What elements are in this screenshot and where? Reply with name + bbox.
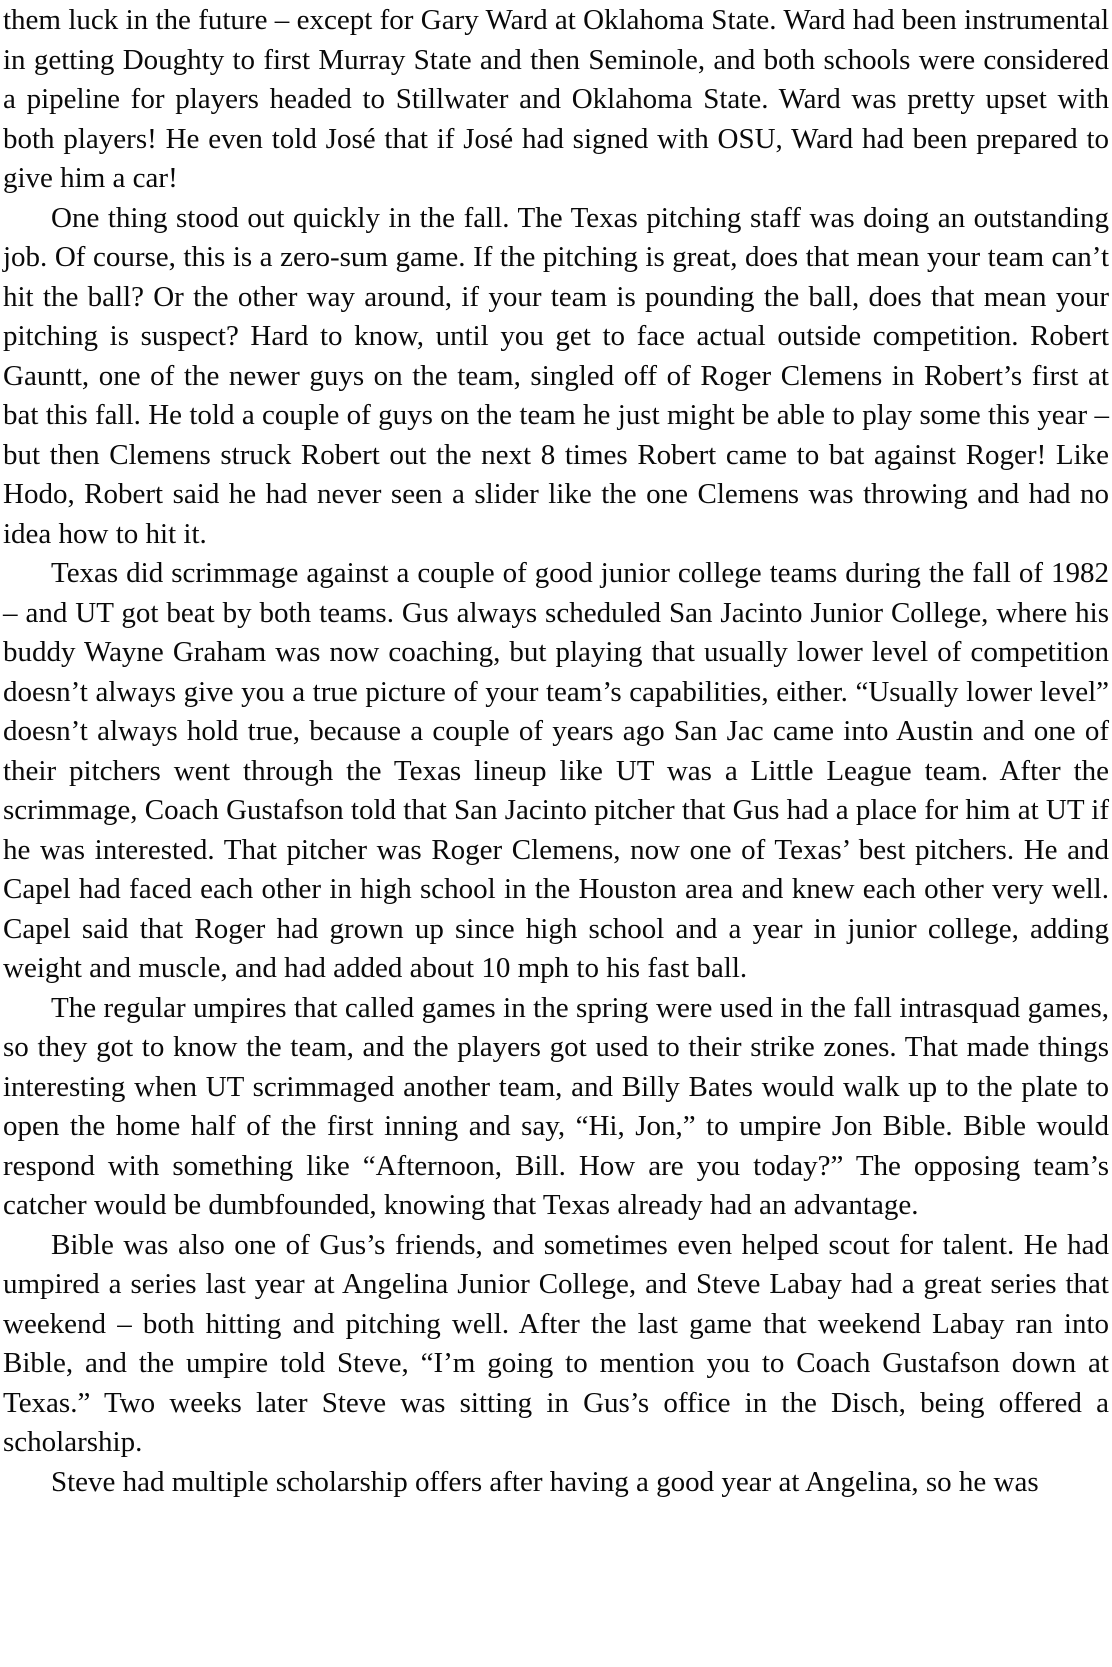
body-text-paragraph: Steve had multiple scholarship offers after having a good year at Angelina, so he was — [51, 1465, 1039, 1498]
body-text-paragraph-continuation: them luck in the future – except for Gary Ward at Oklahoma State. Ward had been instrumental in getting Doughty to first Murray State and then Seminole, and both schools were considered a pipeline for players headed to Stillwater and Oklahoma State. Ward was pretty upset with both players! He even told José that if José had signed with OSU, Ward had been prepared to give him a car! — [3, 4, 1109, 194]
body-text-paragraph: Bible was also one of Gus’s friends, and sometimes even helped scout for talent. He had umpired a series last year at Angelina Junior College, and Steve Labay had a great series that weekend – both hitting and pitching well. After the last game that weekend Labay ran into Bible, and the umpire told Steve, “I’m going to mention you to Coach Gustafson down at Texas.” Two weeks later Steve was sitting in Gus’s office in the Disch, being offered a scholarship. — [3, 1228, 1109, 1458]
body-text-paragraph: Texas did scrimmage against a couple of good junior college teams during the fall of 1982 – and UT got beat by both teams. Gus always scheduled San Jacinto Junior College, where his buddy Wayne Graham was now coaching, but playing that usually lower level of competition doesn’t always give you a true picture of your team’s capabilities, either. “Usually lower level” doesn’t always hold true, because a couple of years ago San Jac came into Austin and one of their pitchers went through the Texas lineup like UT was a Little League team. After the scrimmage, Coach Gustafson told that San Jacinto pitcher that Gus had a place for him at UT if he was interested. That pitcher was Roger Clemens, now one of Texas’ best pitchers. He and Capel had faced each other in high school in the Houston area and knew each other very well. Capel said that Roger had grown up since high school and a year in junior college, adding weight and muscle, and had added about 10 mph to his fast ball. — [3, 557, 1110, 984]
body-text-paragraph: The regular umpires that called games in the spring were used in the fall intrasquad games, so they got to know the team, and the players got used to their strike zones. That made things interesting when UT scrimmaged another team, and Billy Bates would walk up to the plate to open the home half of the first inning and say, “Hi, Jon,” to umpire Jon Bible. Bible would respond with something like “Afternoon, Bill. How are you today?” The opposing team’s catcher would be dumbfounded, knowing that Texas already had an advantage. — [3, 991, 1109, 1221]
body-text-paragraph: One thing stood out quickly in the fall. The Texas pitching staff was doing an outstanding job. Of course, this is a zero-sum game. If the pitching is great, does that mean your team can’t hit the ball? Or the other way around, if your team is pounding the ball, does that mean your pitching is suspect? Hard to know, until you get to face actual outside competition. Robert Gauntt, one of the newer guys on the team, singled off of Roger Clemens in Robert’s first at bat this fall. He told a couple of guys on the team he just might be able to play some this year – but then Clemens struck Robert out the next 8 times Robert came to bat against Roger! Like Hodo, Robert said he had never seen a slider like the one Clemens was throwing and had no idea how to hit it. — [3, 201, 1109, 550]
